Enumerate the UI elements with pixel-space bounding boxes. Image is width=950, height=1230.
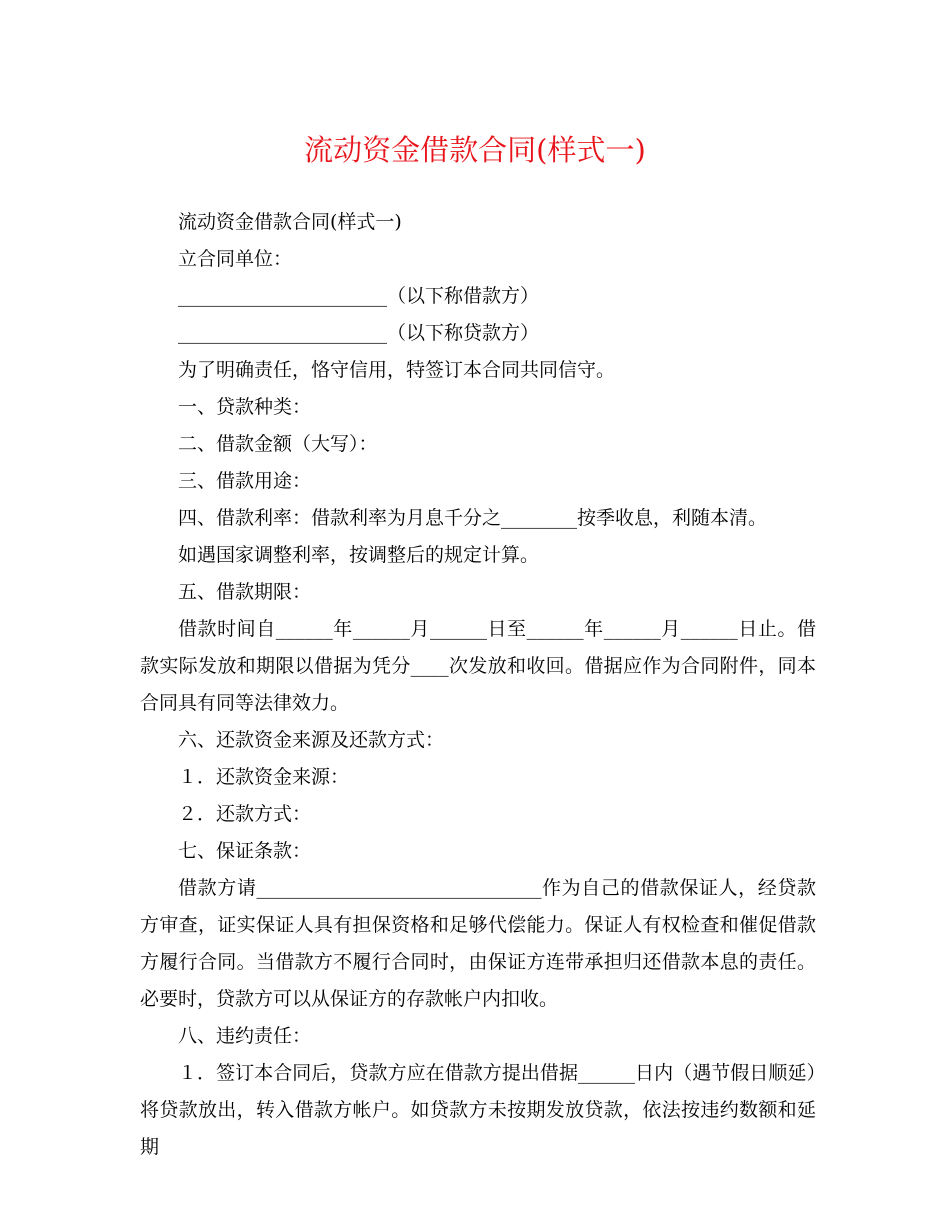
paragraph-lender-line: ______________________（以下称贷款方）: [178, 322, 540, 344]
paragraph-loan-term-heading: 五、借款期限：: [178, 581, 312, 603]
paragraph-loan-purpose: 三、借款用途：: [178, 470, 312, 492]
paragraph-borrower-line: ______________________（以下称借款方）: [178, 285, 540, 307]
paragraph-loan-term: 借款时间自______年______月______日至______年______月______日止。借款实际发放和期限以借据为凭分____次发放和收回。借据应作为合同附件，同本合同具有同等法律效力。: [140, 618, 816, 714]
paragraph-guarantee-terms: 借款方请______________________________作为自己的借款保证人，经贷款方审查，证实保证人具有担保资格和足够代偿能力。保证人有权检查和催促借款方履行合同。当借款方不履行合同时，由保证方连带承担归还借款本息的责任。必要时，贷款方可以从保证方的存款帐户内扣收。: [140, 877, 816, 1010]
paragraph-loan-type: 一、贷款种类：: [178, 396, 312, 418]
paragraph-guarantee-heading: 七、保证条款：: [178, 840, 312, 862]
paragraph-parties-heading: 立合同单位：: [178, 248, 293, 270]
paragraph-interest-rate: 四、借款利率：借款利率为月息千分之________按季收息，利随本清。: [178, 507, 768, 529]
paragraph-repayment-source: １．还款资金来源：: [178, 766, 350, 788]
paragraph-preamble: 为了明确责任，恪守信用，特签订本合同共同信守。: [178, 359, 616, 381]
paragraph-rate-adjustment: 如遇国家调整利率，按调整后的规定计算。: [178, 544, 540, 566]
paragraph-loan-amount: 二、借款金额（大写）：: [178, 433, 378, 455]
paragraph-liability-item-1: １．签订本合同后，贷款方应在借款方提出借据______日内（遇节假日顺延）将贷款放出，转入借款方帐户。如贷款方未按期发放贷款，依法按违约数额和延期: [140, 1062, 816, 1158]
paragraph-repayment-method: ２．还款方式：: [178, 803, 312, 825]
document-title: 流动资金借款合同(样式一): [304, 133, 646, 167]
paragraph-repayment-heading: 六、还款资金来源及还款方式：: [178, 729, 445, 751]
document-body: [140, 204, 816, 1166]
paragraph-subtitle: 流动资金借款合同(样式一): [178, 211, 402, 233]
paragraph-liability-heading: 八、违约责任：: [178, 1025, 312, 1047]
